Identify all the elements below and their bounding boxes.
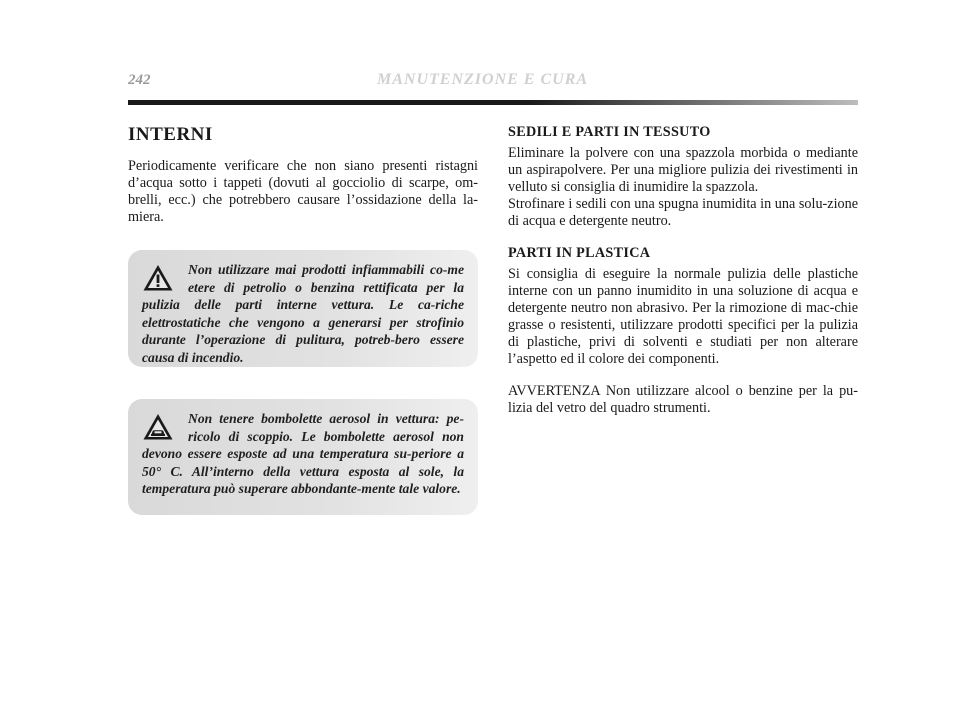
car-warning-triangle-icon xyxy=(142,412,174,442)
section-plastic xyxy=(508,245,858,368)
right-column xyxy=(508,124,858,417)
page-header xyxy=(128,68,858,92)
warning-box-aerosol xyxy=(128,399,478,515)
warning-box-fire xyxy=(128,250,478,367)
section-heading-interni: INTERNI xyxy=(128,124,213,145)
seats-paragraph-2: Strofinare i sedili con una spugna inumidita in una solu-zione di acqua e detergente neutro. xyxy=(508,196,858,229)
subheading-seats: SEDILI E PARTI IN TESSUTO xyxy=(508,124,711,140)
warning-text-aerosol: Non tenere bombolette aerosol in vettura: pe-ricolo di scoppio. Le bombolette aerosol non devono essere esposte ad una temperatura su-periore a 50° C. All’interno della vettura esposta al sole, la temperatura può superare abbondante-mente tale valore. xyxy=(142,411,464,496)
section-seats xyxy=(508,124,858,230)
note-paragraph: AVVERTENZA Non utilizzare alcool o benzine per la pu-lizia del vetro del quadro strumenti. xyxy=(508,383,858,416)
plastic-paragraph: Si consiglia di eseguire la normale pulizia delle plastiche interne con un panno inumidito in una soluzione di acqua e detergente neutro non abrasivo. Per la rimozione di mac-chie grasse o resistenti, utilizzare prodotti specifici per la pulizia di plastiche, privi di solventi e studiati per non alterare l’aspetto ed il colore dei componenti. xyxy=(508,266,858,367)
page-number: 242 xyxy=(128,72,151,88)
left-column xyxy=(128,124,478,226)
intro-paragraph: Periodicamente verificare che non siano presenti ristagni d’acqua sotto i tappeti (dovuti al gocciolio di scarpe, om-brelli, ecc.) che potrebbero causare l’ossidazione della la-miera. xyxy=(128,158,478,225)
header-rule xyxy=(128,100,858,105)
warning-triangle-icon xyxy=(142,263,174,293)
warning-text-fire: Non utilizzare mai prodotti infiammabili co-me etere di petrolio o benzina rettificata per la pulizia delle parti interne vettura. Le ca-riche elettrostatiche che vengono a generarsi per strofinio durante l’operazione di pulitura, potreb-bero essere causa di incendio. xyxy=(142,262,464,365)
running-title: MANUTENZIONE E CURA xyxy=(377,71,589,88)
subheading-plastic: PARTI IN PLASTICA xyxy=(508,245,651,261)
seats-paragraph-1: Eliminare la polvere con una spazzola morbida o mediante un aspirapolvere. Per una migliore pulizia dei rivestimenti in velluto si consiglia di inumidire la spazzola. xyxy=(508,145,858,195)
